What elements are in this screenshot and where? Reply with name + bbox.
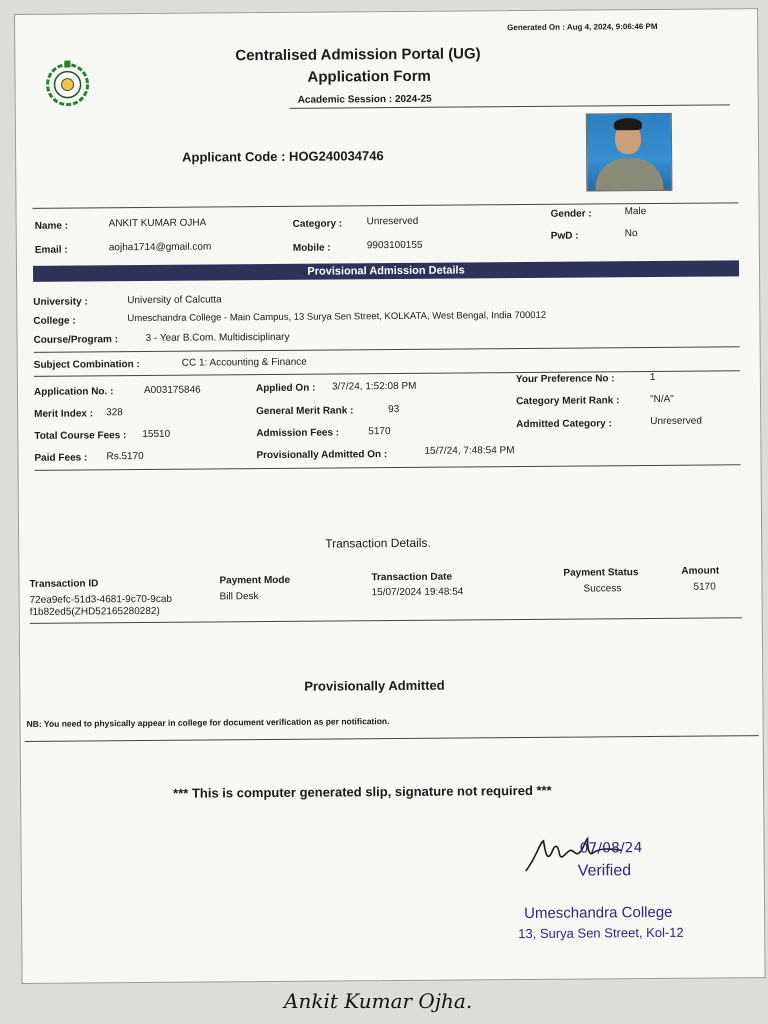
general-rank-value: 93	[388, 403, 400, 416]
amount-value: 5170	[693, 581, 716, 593]
subject-label: Subject Combination :	[33, 359, 140, 371]
category-value: Unreserved	[366, 215, 419, 228]
pwd-value: No	[624, 228, 638, 240]
admission-fees-label: Admission Fees :	[256, 427, 340, 440]
verified-stamp: Verified	[577, 862, 632, 880]
th-transaction-date: Transaction Date	[371, 571, 453, 584]
west-bengal-emblem-icon	[43, 58, 91, 106]
paid-fees-label: Paid Fees :	[34, 452, 88, 464]
mobile-value: 9903100155	[366, 239, 423, 252]
course-value: 3 - Year B.Com. Multidisciplinary	[145, 331, 290, 344]
name-value: ANKIT KUMAR OJHA	[108, 217, 207, 230]
college-stamp-name: Umeschandra College	[524, 903, 673, 923]
generated-on: Generated On : Aug 4, 2024, 9:06:46 PM	[507, 21, 658, 33]
handwritten-name	[282, 986, 502, 1016]
university-label: University :	[33, 296, 88, 308]
admission-fees-value: 5170	[368, 426, 391, 438]
preference-value: 1	[649, 371, 656, 384]
provisionally-admitted-on-label: Provisionally Admitted On :	[256, 449, 388, 462]
applied-on-label: Applied On :	[255, 382, 316, 395]
application-no-label: Application No. :	[33, 386, 114, 398]
th-payment-status: Payment Status	[563, 567, 639, 579]
provisional-admission-banner: Provisional Admission Details	[33, 260, 739, 282]
transaction-id-line2: f1b82ed5(ZHD52165280282)	[29, 605, 160, 618]
total-fees-value: 15510	[142, 428, 171, 441]
portal-title: Centralised Admission Portal (UG)	[235, 45, 481, 65]
computer-generated-note: *** This is computer generated slip, signature not required ***	[173, 782, 552, 801]
th-amount: Amount	[681, 565, 720, 577]
divider	[34, 346, 740, 353]
subject-value: CC 1: Accounting & Finance	[181, 356, 307, 369]
category-rank-label: Category Merit Rank :	[516, 395, 620, 408]
verified-date: 07/08/24	[579, 840, 643, 857]
verification-note: NB: You need to physically appear in college for document verification as per notification.	[26, 716, 390, 729]
provisionally-admitted-on-value: 15/7/24, 7:48:54 PM	[424, 445, 515, 457]
college-label: College :	[33, 315, 76, 327]
applicant-photo	[586, 113, 673, 192]
name-label: Name :	[34, 220, 69, 232]
transaction-details-title: Transaction Details.	[325, 535, 431, 551]
college-value: Umeschandra College - Main Campus, 13 Surya Sen Street, KOLKATA, West Bengal, India 700012	[127, 309, 547, 325]
divider	[35, 464, 741, 471]
form-title: Application Form	[307, 67, 431, 86]
academic-session: Academic Session : 2024-25	[297, 93, 432, 106]
admission-slip	[14, 8, 766, 984]
admission-status-title: Provisionally Admitted	[304, 677, 445, 694]
transaction-id-line1: 72ea9efc-51d3-4681-9c70-9cab	[29, 593, 172, 606]
gender-value: Male	[624, 206, 647, 218]
admitted-category-value: Unreserved	[650, 415, 702, 428]
category-label: Category :	[292, 218, 343, 230]
college-stamp-address: 13, Surya Sen Street, Kol-12	[518, 924, 684, 942]
email-label: Email :	[34, 244, 68, 256]
applied-on-value: 3/7/24, 1:52:08 PM	[331, 380, 417, 393]
divider	[30, 617, 742, 624]
applicant-code: Applicant Code : HOG240034746	[182, 148, 384, 165]
divider	[25, 735, 759, 742]
mobile-label: Mobile :	[292, 242, 331, 254]
svg-text:Ankit Kumar Ojha.: Ankit Kumar Ojha.	[284, 989, 473, 1013]
preference-label: Your Preference No :	[515, 373, 615, 386]
th-transaction-id: Transaction ID	[29, 578, 99, 590]
general-rank-label: General Merit Rank :	[256, 405, 354, 418]
th-payment-mode: Payment Mode	[219, 574, 291, 587]
merit-index-value: 328	[106, 407, 123, 419]
paid-fees-value: Rs.5170	[106, 450, 144, 463]
course-label: Course/Program :	[33, 334, 119, 346]
transaction-date-value: 15/07/2024 19:48:54	[371, 586, 464, 599]
university-value: University of Calcutta	[127, 294, 222, 307]
pwd-label: PwD :	[550, 230, 579, 242]
application-no-value: A003175846	[143, 384, 201, 396]
divider	[34, 370, 740, 377]
email-value: aojha1714@gmail.com	[108, 241, 212, 254]
gender-label: Gender :	[550, 208, 592, 220]
total-fees-label: Total Course Fees :	[34, 430, 127, 442]
payment-mode-value: Bill Desk	[219, 591, 259, 603]
admitted-category-label: Admitted Category :	[516, 418, 612, 431]
category-rank-value: "N/A"	[650, 393, 674, 406]
merit-index-label: Merit Index :	[34, 408, 94, 420]
payment-status-value: Success	[583, 583, 622, 595]
